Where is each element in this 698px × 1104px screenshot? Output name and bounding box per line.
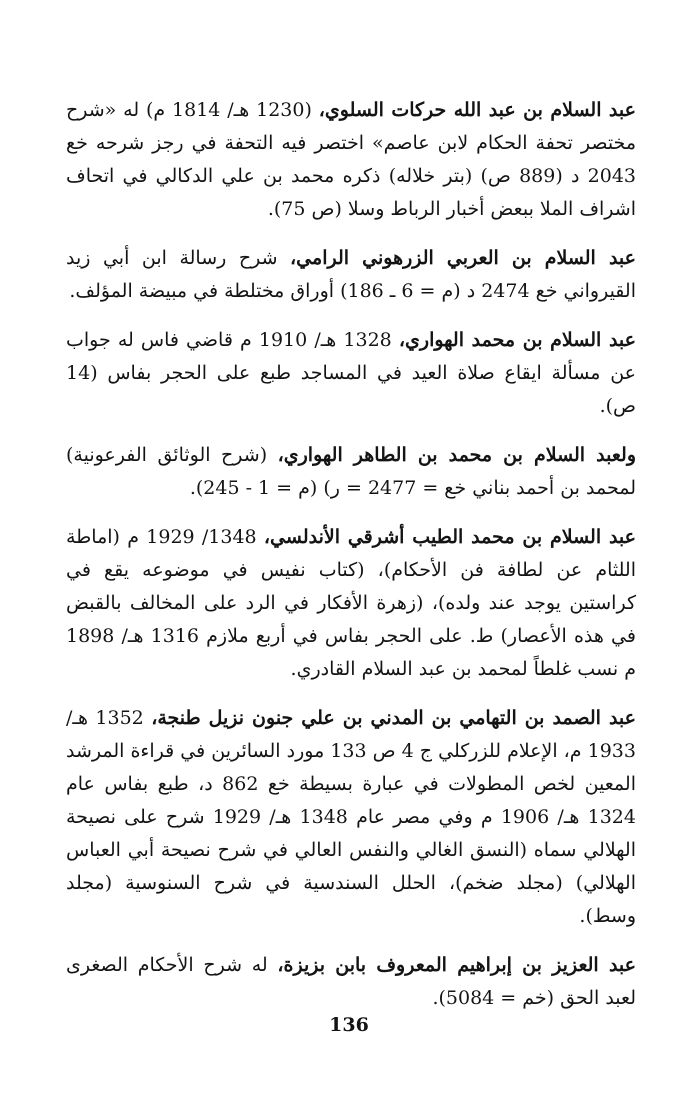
entry-name: عبد العزيز بن إبراهيم المعروف بابن بزيزة، [277,954,636,976]
entry-text: شرح رسالة ابن أبي زيد القيرواني خع 2474 د (م = 6 ـ 186) أوراق مختلطة في مبيضة المؤلف. [66,247,636,302]
entry-name: عبد السلام بن محمد الهواري، [398,329,636,351]
entry-text: 1348/ 1929 م (اماطة اللثام عن لطافة فن الأحكام)، (كتاب نفيس في موضوعه يقع في كراستين يوجد عند ولده)، (زهرة الأفكار في الرد على المخالف بالقبض في هذه الأعصار) ط. على الحجر بفاس في أربع ملازم 1316 هـ/ 1898 م نسب غلطاً لمحمد بن عبد السلام القادري. [66,526,636,680]
entry-abdessalam-tahir-hawari [66,439,636,505]
entry-name: عبد السلام بن محمد الطيب أشرقي الأندلسي، [263,526,636,548]
entry-abdessalam-harakat [66,94,636,226]
page-number: 136 [329,1014,369,1036]
entry-abdessalam-ashraqi [66,521,636,686]
entry-abdessamad-jannoun [66,702,636,933]
entry-abdessalam-zarhouni [66,242,636,308]
entry-abdessalam-hawari [66,324,636,423]
entry-text: له شرح الأحكام الصغرى لعبد الحق (خم = 5084). [66,954,636,1009]
page-body [66,94,636,1044]
entry-text: 1328 هـ/ 1910 م قاضي فاس له جواب عن مسألة ايقاع صلاة العيد في المساجد طبع على الحجر بفاس (14 ص). [66,329,636,417]
entry-text: 1352 هـ/ 1933 م، الإعلام للزركلي ج 4 ص 133 مورد السائرين في قراءة المرشد المعين لخص المطولات في عبارة بسيطة خع 862 د، طبع بفاس عام 1324 هـ/ 1906 م وفي مصر عام 1348 هـ/ 1929 شرح على نصيحة الهلالي سماه (النسق الغالي والنفس العالي في شرح نصيحة أبي العباس الهلالي) (مجلد ضخم)، الحلل السندسية في شرح السنوسية (مجلد وسط). [66,707,636,927]
entry-abdelaziz-bazizah [66,949,636,1015]
entry-name: عبد السلام بن العربي الزرهوني الرامي، [290,247,636,269]
entry-name: ولعبد السلام بن محمد بن الطاهر الهواري، [277,444,636,466]
entry-text: (1230 هـ/ 1814 م) له «شرح مختصر تحفة الحكام لابن عاصم» اختصر فيه التحفة في رجز شرحه خع 2043 د (889 ص) (بتر خلاله) ذكره محمد بن علي الدكالي في اتحاف اشراف الملا ببعض أخبار الرباط وسلا (ص 75). [66,99,636,220]
entry-text: (شرح الوثائق الفرعونية) لمحمد بن أحمد بناني خع = 2477 = ر) (م = 1 - 245). [66,444,636,499]
entry-name: عبد السلام بن عبد الله حركات السلوي، [318,99,636,121]
entry-name: عبد الصمد بن التهامي بن المدني بن علي جنون نزيل طنجة، [151,707,636,729]
